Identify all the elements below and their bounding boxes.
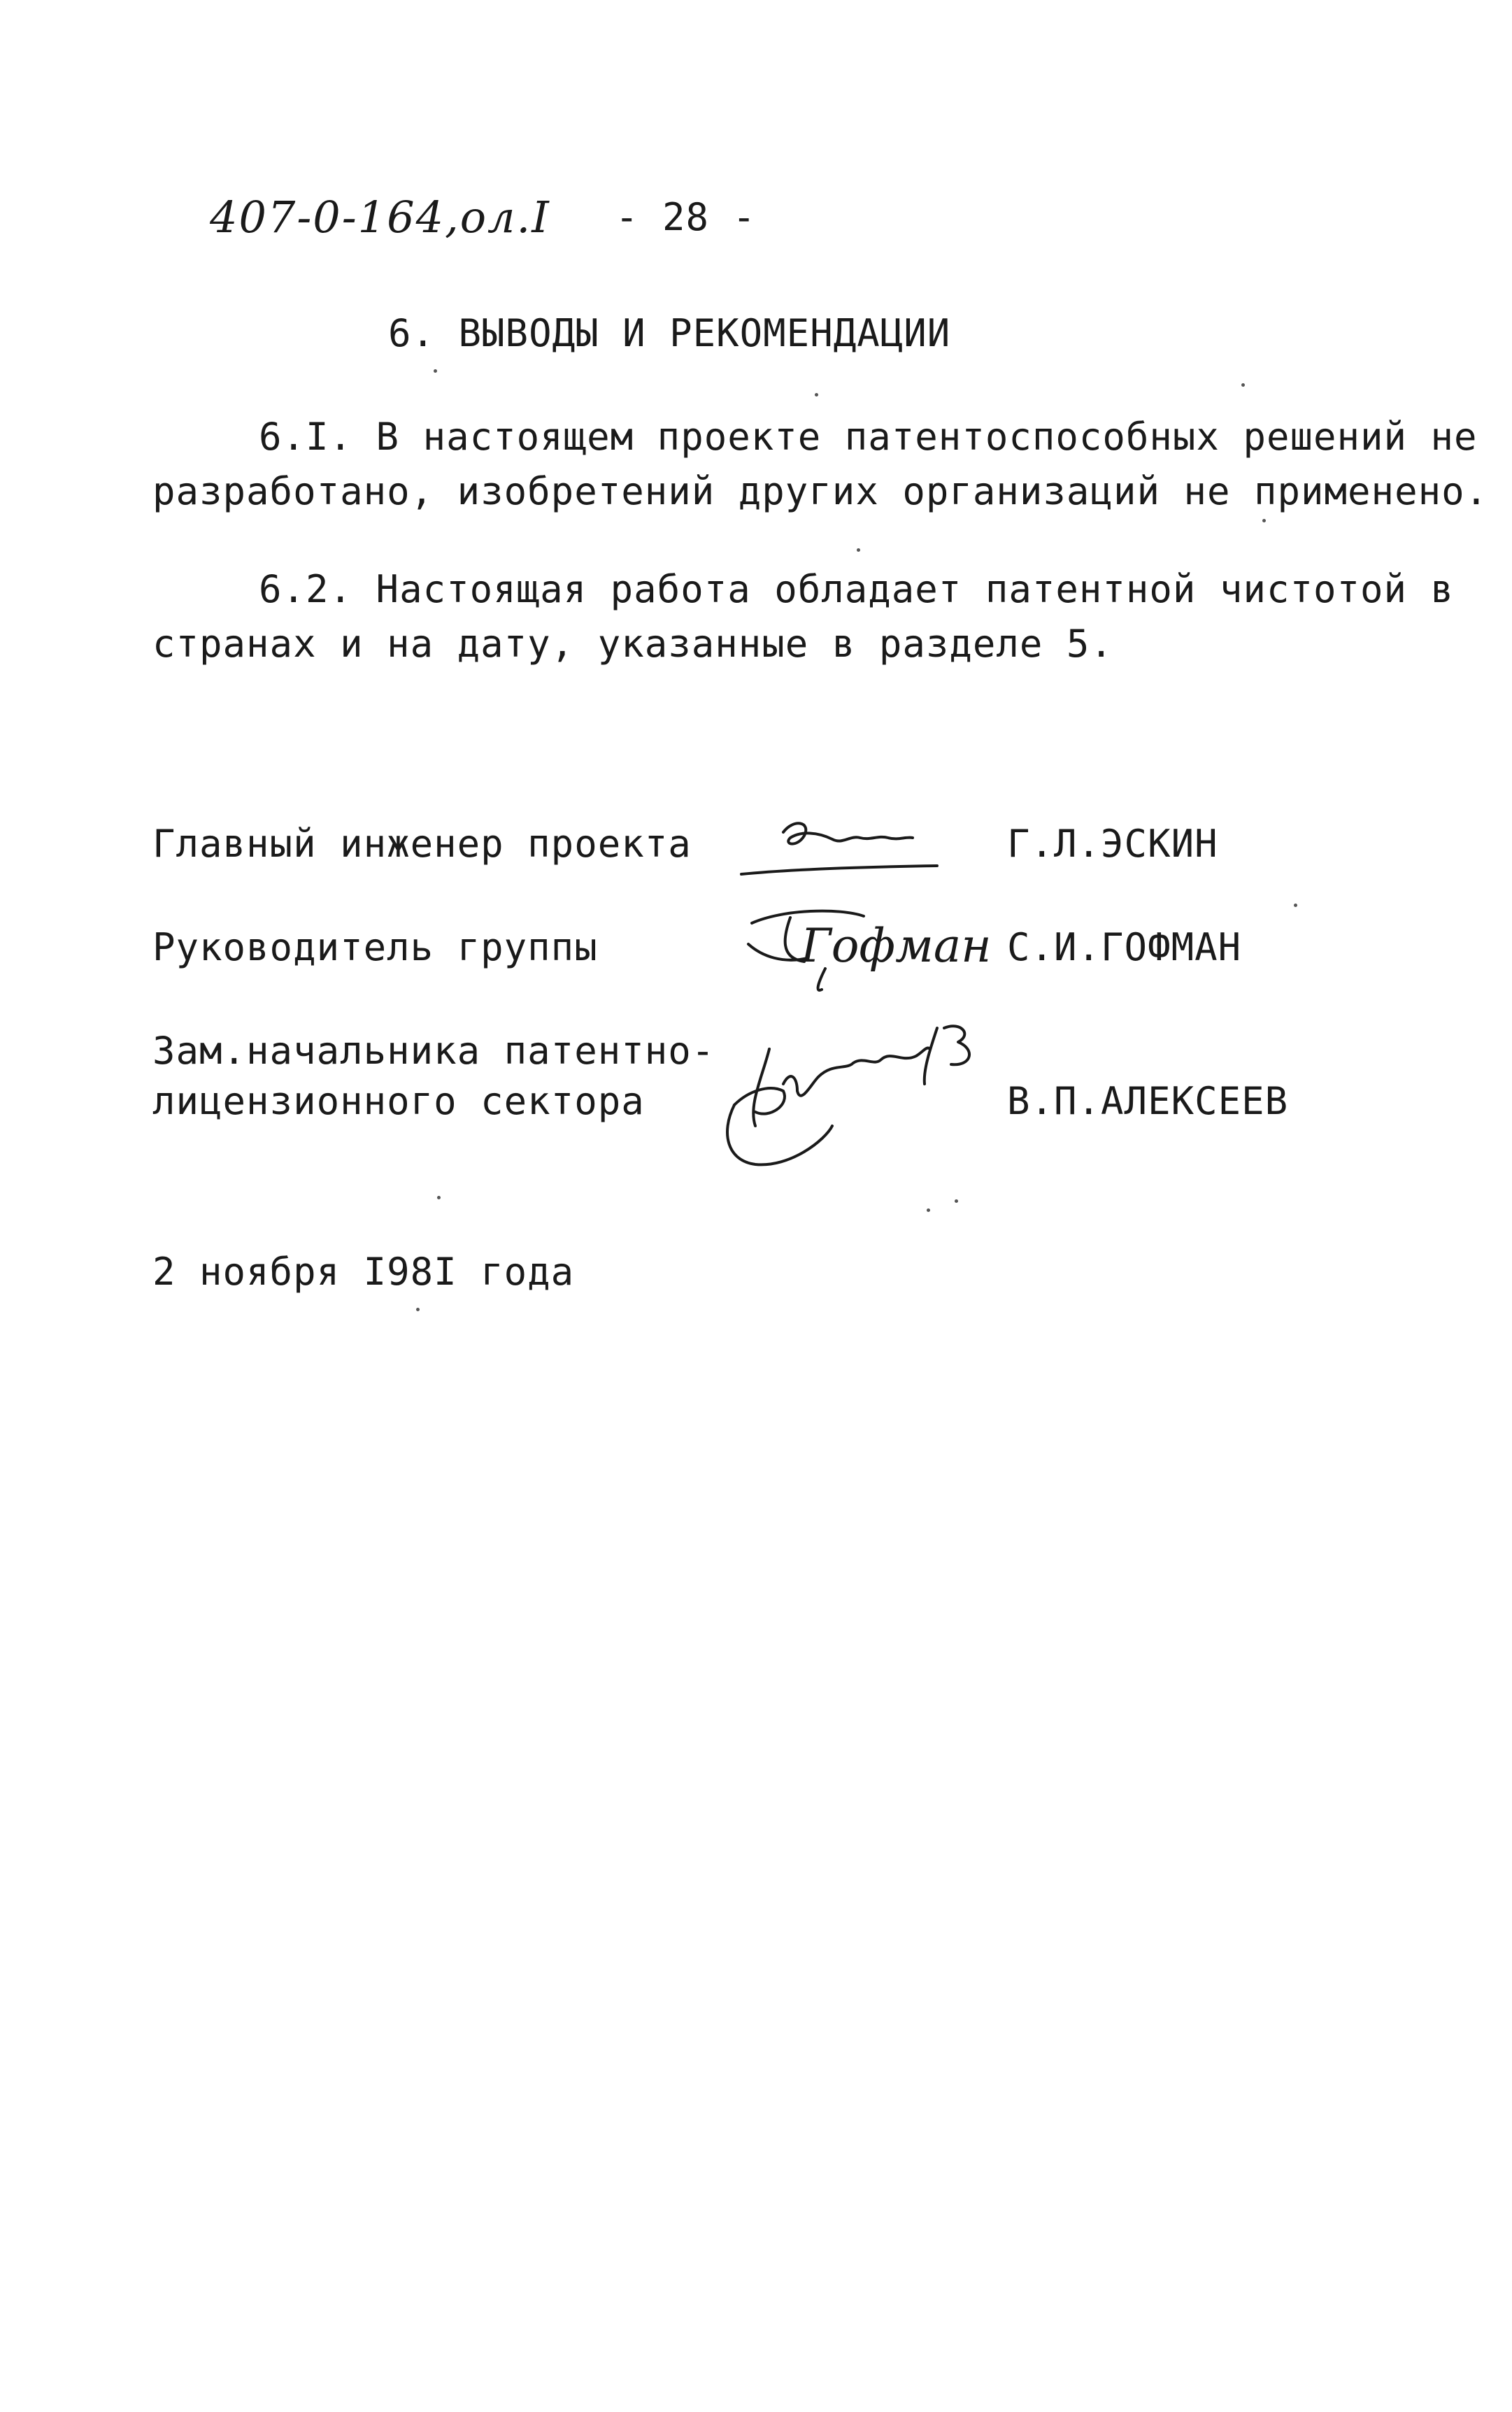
signature-role-chief-engineer: Главный инженер проекта (152, 822, 692, 866)
paragraph-6-1-line-2: разработано, изобретений других организаций не применено. (152, 469, 1489, 513)
scan-speck (955, 1199, 958, 1203)
section-heading: 6. ВЫВОДЫ И РЕКОМЕНДАЦИИ (388, 311, 951, 355)
signature-role-group-leader: Руководитель группы (152, 925, 598, 969)
svg-text:Гофман: Гофман (801, 919, 992, 973)
signature-role-deputy-head-line-2: лицензионного сектора (152, 1079, 645, 1123)
scan-speck (1294, 904, 1297, 907)
document-date: 2 ноября I98I года (152, 1250, 575, 1294)
page-number: - 28 - (615, 195, 757, 239)
paragraph-6-2-line-1: 6.2. Настоящая работа обладает патентной чистотой в (259, 567, 1455, 611)
scan-speck (416, 1308, 420, 1311)
signature-alekseev (706, 1007, 1014, 1175)
scan-speck (927, 1208, 930, 1212)
signature-role-deputy-head-line-1: Зам.начальника патентно- (152, 1029, 715, 1073)
paragraph-6-2-line-2: странах и на дату, указанные в разделе 5. (152, 622, 1113, 666)
signatory-name-eskin: Г.Л.ЭСКИН (1007, 822, 1218, 866)
scan-speck (857, 548, 860, 552)
document-code: 407-0-164,ол.I (210, 192, 550, 243)
scan-speck (1241, 383, 1245, 387)
scan-speck (815, 393, 818, 397)
scan-speck (434, 369, 437, 373)
signatory-name-gofman: С.И.ГОФМАН (1007, 925, 1242, 969)
scan-speck (1262, 519, 1266, 522)
signature-eskin (727, 804, 937, 888)
signature-gofman (741, 902, 992, 993)
scan-speck (437, 1196, 441, 1199)
signatory-name-alekseev: В.П.АЛЕКСЕЕВ (1007, 1079, 1289, 1123)
paragraph-6-1-line-1: 6.I. В настоящем проекте патентоспособных решений не (259, 415, 1478, 459)
